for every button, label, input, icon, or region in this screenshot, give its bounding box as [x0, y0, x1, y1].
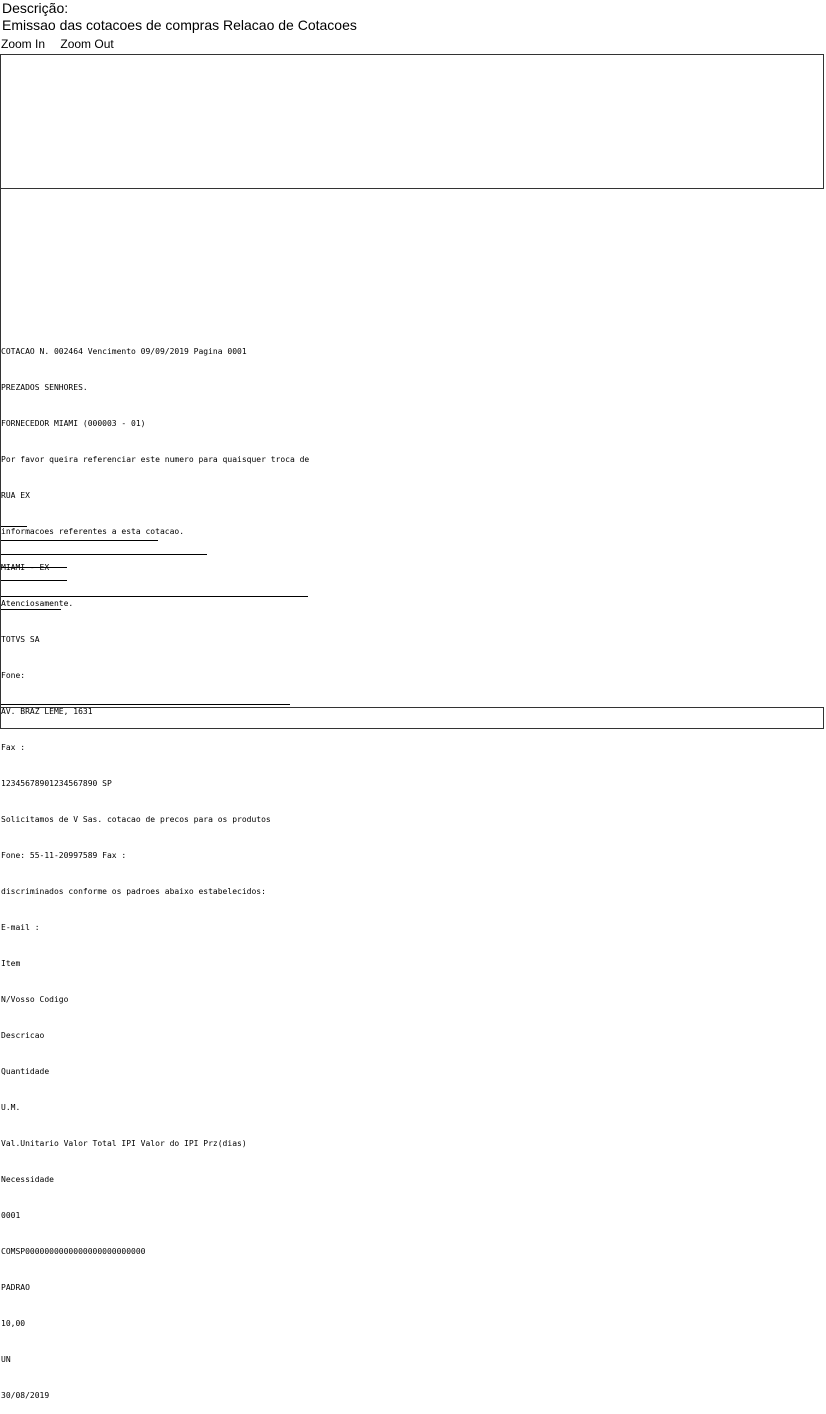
field-underline [1, 567, 67, 568]
zoom-toolbar [1, 37, 114, 52]
field-underline [1, 609, 61, 610]
report-line: FORNECEDOR MIAMI (000003 - 01) [1, 419, 146, 428]
report-line: UN [1, 1355, 11, 1364]
report-line: discriminados conforme os padroes abaixo estabelecidos: [1, 887, 266, 896]
field-underline [1, 526, 27, 527]
report-line: 30/08/2019 [1, 1391, 50, 1400]
report-line: N/Vosso Codigo [1, 995, 69, 1004]
report-line: Por favor queira referenciar este numero para quaisquer troca de [1, 455, 310, 464]
field-underline [1, 540, 158, 541]
report-line: Solicitamos de V Sas. cotacao de precos para os produtos [1, 815, 271, 824]
report-line: Atenciosamente. [1, 599, 74, 608]
report-line: Fone: [1, 671, 26, 680]
report-line: Fone: 55-11-20997589 Fax : [1, 851, 127, 860]
report-line: Quantidade [1, 1067, 50, 1076]
report-line: RUA EX [1, 491, 30, 500]
field-underline [1, 704, 290, 705]
report-line: informacoes referentes a esta cotacao. [1, 527, 185, 536]
zoom-in-button[interactable]: Zoom In [1, 37, 46, 51]
report-line: AV. BRAZ LEME, 1631 [1, 707, 93, 716]
report-line: Val.Unitario Valor Total IPI Valor do IPI Prz(dias) [1, 1139, 247, 1148]
report-line: Item [1, 959, 21, 968]
description-label: Descrição: [2, 0, 69, 16]
report-line: Necessidade [1, 1175, 54, 1184]
report-line: PREZADOS SENHORES. [1, 383, 88, 392]
report-line: MIAMI - EX [1, 563, 50, 572]
report-line: TOTVS SA [1, 635, 40, 644]
report-body [1, 322, 309, 1414]
report-title: Emissao das cotacoes de compras Relacao de Cotacoes [2, 17, 357, 33]
report-line: COTACAO N. 002464 Vencimento 09/09/2019 Pagina 0001 [1, 347, 247, 356]
field-underline [1, 554, 207, 555]
report-line: U.M. [1, 1103, 21, 1112]
report-line: Descricao [1, 1031, 45, 1040]
report-line: PADRAO [1, 1283, 30, 1292]
field-underline [1, 580, 67, 581]
report-line: 0001 [1, 1211, 21, 1220]
field-underline [1, 596, 308, 597]
report-line: 10,00 [1, 1319, 26, 1328]
zoom-out-button[interactable]: Zoom Out [60, 37, 114, 51]
report-line: COMSP0000000000000000000000000 [1, 1247, 146, 1256]
report-line: 12345678901234567890 SP [1, 779, 112, 788]
report-footer-panel [0, 707, 824, 729]
report-line: Fax : [1, 743, 26, 752]
report-line: E-mail : [1, 923, 40, 932]
report-header-panel [0, 54, 824, 189]
